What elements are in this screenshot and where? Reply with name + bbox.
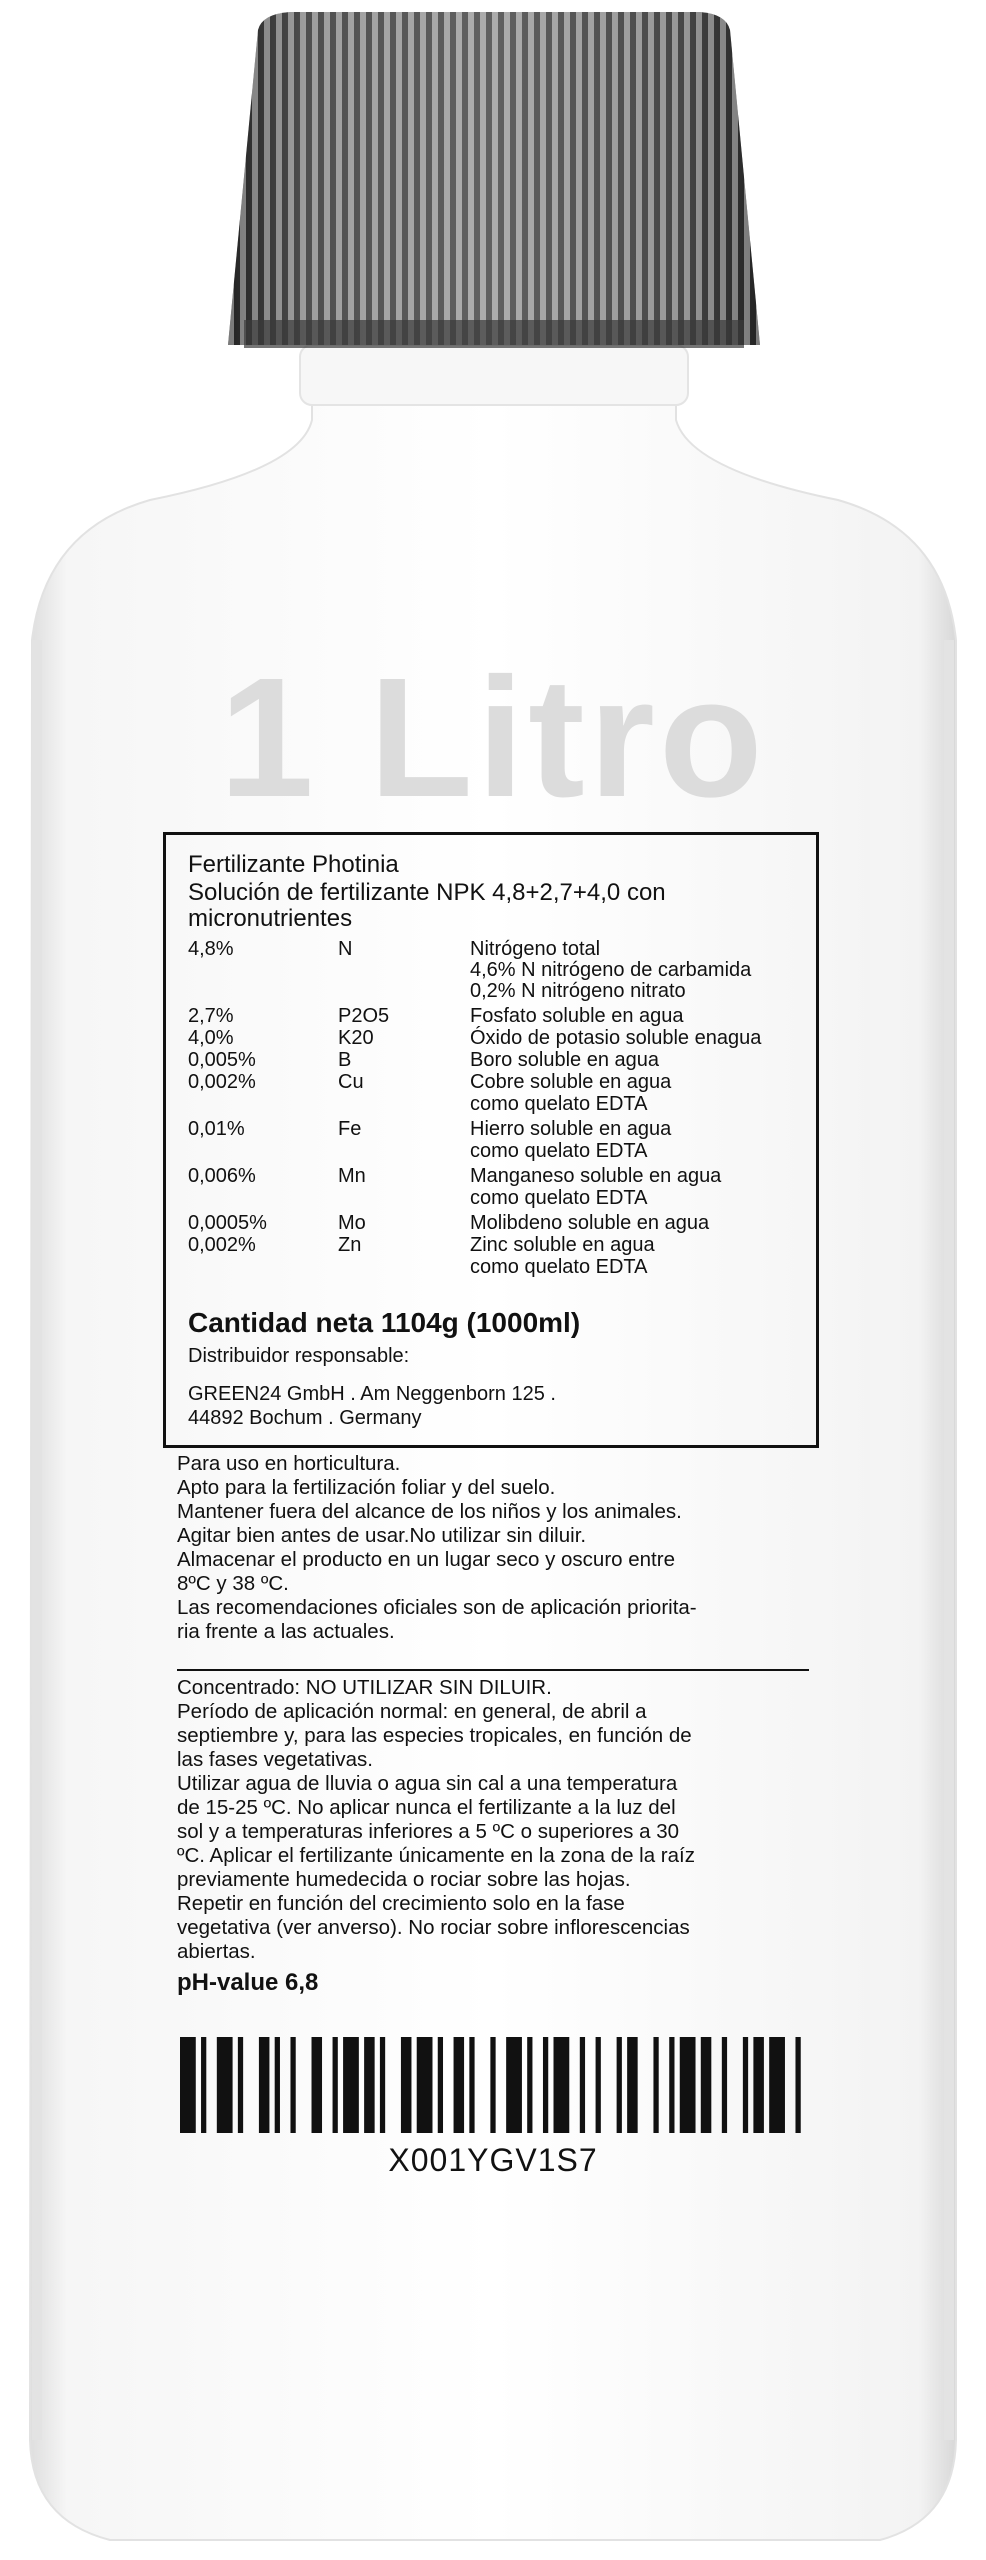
instructions-text: Concentrado: NO UTILIZAR SIN DILUIR. Período de aplicación normal: en general, de abril a septiembre y, para las especies tropicales, en función de las fases vegetativas. Utilizar agua de lluvia o agua sin cal a una temperatura de 15-25 ºC. No aplicar nunca el fertilizante a la luz del sol y a temperaturas inferiores a 5 ºC o superiores a 30 ºC. Aplicar el fertilizante únicamente en la zona de la raíz previamente humedecida o rociar sobre las hojas. Repetir en función del crecimiento solo en la fase vegetativa (ver anverso). No rociar sobre inflorescencias abiertas. — [177, 1676, 695, 1963]
nutrient-symbol: Zn — [338, 1234, 362, 1256]
barcode-bar — [333, 2037, 338, 2133]
usage-text: Para uso en horticultura. Apto para la fertilización foliar y del suelo. Mantener fuera del alcance de los niños y los animales. Agitar bien antes de usar.No utilizar sin diluir. Almacenar el producto en un lugar seco y oscuro entre 8ºC y 38 ºC. Las recomendaciones oficiales son de aplicación priorita- ria frente a las actuales. — [177, 1452, 697, 1643]
nutrient-description: como quelato EDTA — [470, 1256, 648, 1278]
nutrient-symbol: Mn — [338, 1165, 366, 1187]
barcode-bar — [527, 2037, 532, 2133]
barcode-bar — [753, 2037, 764, 2133]
barcode-bar — [364, 2037, 375, 2133]
nutrient-percent: 0,002% — [188, 1071, 256, 1093]
barcode-bar — [438, 2037, 443, 2133]
barcode-bar — [543, 2037, 548, 2133]
barcode-bar — [290, 2037, 295, 2133]
bottle-neck — [300, 345, 688, 405]
distributor-title: Distribuidor responsable: — [188, 1345, 410, 1367]
nutrient-description: Molibdeno soluble en agua — [470, 1212, 710, 1234]
barcode-bar — [653, 2037, 658, 2133]
barcode-bar — [312, 2037, 323, 2133]
nutrient-description: Óxido de potasio soluble enagua — [470, 1027, 762, 1049]
barcode-bar — [596, 2037, 601, 2133]
barcode-bar — [217, 2037, 233, 2133]
nutrient-description: como quelato EDTA — [470, 1140, 648, 1162]
nutrient-description: como quelato EDTA — [470, 1093, 648, 1115]
barcode-bar — [506, 2037, 522, 2133]
nutrient-description: Fosfato soluble en agua — [470, 1005, 684, 1027]
nutrient-percent: 2,7% — [188, 1005, 234, 1027]
volume-text: 1 Litro — [219, 643, 767, 833]
barcode-bar — [259, 2037, 270, 2133]
nutrient-percent: 0,0005% — [188, 1212, 267, 1234]
nutrient-symbol: Cu — [338, 1071, 364, 1093]
net-quantity: Cantidad neta 1104g (1000ml) — [188, 1307, 581, 1338]
barcode-bar — [795, 2037, 800, 2133]
barcode-bar — [490, 2037, 495, 2133]
nutrient-symbol: Mo — [338, 1212, 366, 1234]
nutrient-percent: 0,005% — [188, 1049, 256, 1071]
distributor-line-1: GREEN24 GmbH . Am Neggenborn 125 . — [188, 1383, 556, 1405]
solution-line-2: micronutrientes — [188, 905, 353, 932]
barcode-bar — [554, 2037, 570, 2133]
nutrient-description: Manganeso soluble en agua — [470, 1165, 722, 1187]
barcode-bar — [722, 2037, 727, 2133]
nutrient-description: Boro soluble en agua — [470, 1049, 660, 1071]
barcode-bar — [454, 2037, 465, 2133]
nutrient-percent: 4,8% — [188, 938, 234, 960]
barcode-bar — [580, 2037, 585, 2133]
barcode-bar — [680, 2037, 696, 2133]
barcode-bar — [201, 2037, 206, 2133]
ph-value: pH-value 6,8 — [177, 1969, 319, 1996]
barcode-bar — [617, 2037, 622, 2133]
barcode-bar — [380, 2037, 385, 2133]
barcode-number: X001YGV1S7 — [388, 2142, 598, 2178]
barcode-bar — [701, 2037, 712, 2133]
nutrient-description: 4,6% N nitrógeno de carbamida — [470, 959, 752, 981]
barcode-bar — [469, 2037, 474, 2133]
nutrient-description: como quelato EDTA — [470, 1187, 648, 1209]
barcode-bar — [180, 2037, 196, 2133]
nutrient-symbol: B — [338, 1049, 352, 1071]
nutrient-symbol: N — [338, 938, 353, 960]
barcode-bar — [743, 2037, 748, 2133]
barcode-bar — [343, 2037, 359, 2133]
nutrient-description: Cobre soluble en agua — [470, 1071, 672, 1093]
composition-label — [163, 832, 819, 1448]
nutrient-percent: 4,0% — [188, 1027, 234, 1049]
nutrient-symbol: P2O5 — [338, 1005, 390, 1027]
barcode-bar — [669, 2037, 674, 2133]
nutrient-percent: 0,002% — [188, 1234, 256, 1256]
barcode-bar — [238, 2037, 243, 2133]
barcode-bar — [769, 2037, 785, 2133]
nutrient-symbol: Fe — [338, 1118, 362, 1140]
solution-line: Solución de fertilizante NPK 4,8+2,7+4,0 con — [188, 879, 666, 906]
nutrient-description: 0,2% N nitrógeno nitrato — [470, 980, 686, 1002]
divider — [177, 1669, 809, 1671]
barcode-bar — [401, 2037, 412, 2133]
barcode-bar — [417, 2037, 433, 2133]
barcode-bar — [275, 2037, 280, 2133]
nutrient-description: Nitrógeno total — [470, 938, 601, 960]
nutrient-percent: 0,006% — [188, 1165, 256, 1187]
barcode-bar — [627, 2037, 638, 2133]
nutrient-percent: 0,01% — [188, 1118, 245, 1140]
nutrient-symbol: K20 — [338, 1027, 374, 1049]
nutrient-description: Hierro soluble en agua — [470, 1118, 672, 1140]
product-name: Fertilizante Photinia — [188, 851, 399, 878]
nutrient-description: Zinc soluble en agua — [470, 1234, 655, 1256]
distributor-line-2: 44892 Bochum . Germany — [188, 1407, 422, 1429]
